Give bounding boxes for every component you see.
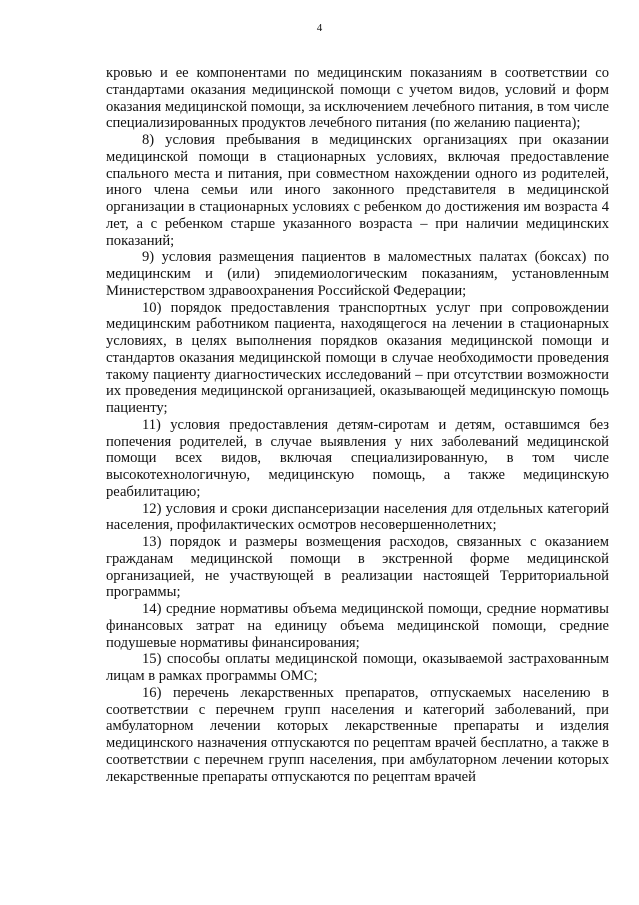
paragraph-item-10: 10) порядок предоставления транспортных услуг при сопровождении медицинским работником пациента, находящегося на лечении в стационарных условиях, в целях выполнения порядков оказания медицинской помощи и стандартов оказания медицинской помощи в случае необходимости проведения такому пациенту диагностических исследований – при отсутствии возможности их проведения медицинской организацией, оказывающей медицинскую помощь пациенту; (106, 299, 609, 416)
paragraph-continuation: кровью и ее компонентами по медицинским показаниям в соответствии со стандартами оказания медицинской помощи с учетом видов, условий и форм оказания медицинской помощи, за исключением лечебного питания, в том числе специализированных продуктов лечебного питания (по желанию пациента); (106, 65, 609, 132)
page-number: 4 (316, 22, 323, 34)
paragraph-item-9: 9) условия размещения пациентов в маломестных палатах (боксах) по медицинским и (или) эпидемиологическим показаниям, установленным Министерством здравоохранения Российской Федерации; (106, 249, 609, 299)
paragraph-item-16: 16) перечень лекарственных препаратов, отпускаемых населению в соответствии с перечнем групп населения и категорий заболеваний, при амбулаторном лечении которых лекарственные препараты и изделия медицинского назначения отпускаются по рецептам врачей бесплатно, а также в соответствии с перечнем групп населения, при амбулаторном лечении которых лекарственные препараты отпускаются по рецептам врачей (106, 684, 609, 785)
paragraph-item-14: 14) средние нормативы объема медицинской помощи, средние нормативы финансовых затрат на единицу объема медицинской помощи, средние подушевые нормативы финансирования; (106, 601, 609, 651)
document-body (106, 65, 609, 785)
paragraph-item-13: 13) порядок и размеры возмещения расходов, связанных с оказанием гражданам медицинской помощи в экстренной форме медицинской организацией, не участвующей в реализации настоящей Территориальной программы; (106, 534, 609, 601)
paragraph-item-11: 11) условия предоставления детям-сиротам и детям, оставшимся без попечения родителей, в случае выявления у них заболеваний медицинской помощи всех видов, включая специализированную, в том числе высокотехнологичную, медицинскую помощь, а также медицинскую реабилитацию; (106, 416, 609, 500)
paragraph-item-8: 8) условия пребывания в медицинских организациях при оказании медицинской помощи в стационарных условиях, включая предоставление спального места и питания, при совместном нахождении одного из родителей, иного члена семьи или иного законного представителя в медицинской организации в стационарных условиях с ребенком до достижения им возраста 4 лет, а с ребенком старше указанного возраста – при наличии медицинских показаний; (106, 132, 609, 249)
paragraph-item-15: 15) способы оплаты медицинской помощи, оказываемой застрахованным лицам в рамках программы ОМС; (106, 651, 609, 684)
paragraph-item-12: 12) условия и сроки диспансеризации населения для отдельных категорий населения, профилактических осмотров несовершеннолетних; (106, 500, 609, 534)
